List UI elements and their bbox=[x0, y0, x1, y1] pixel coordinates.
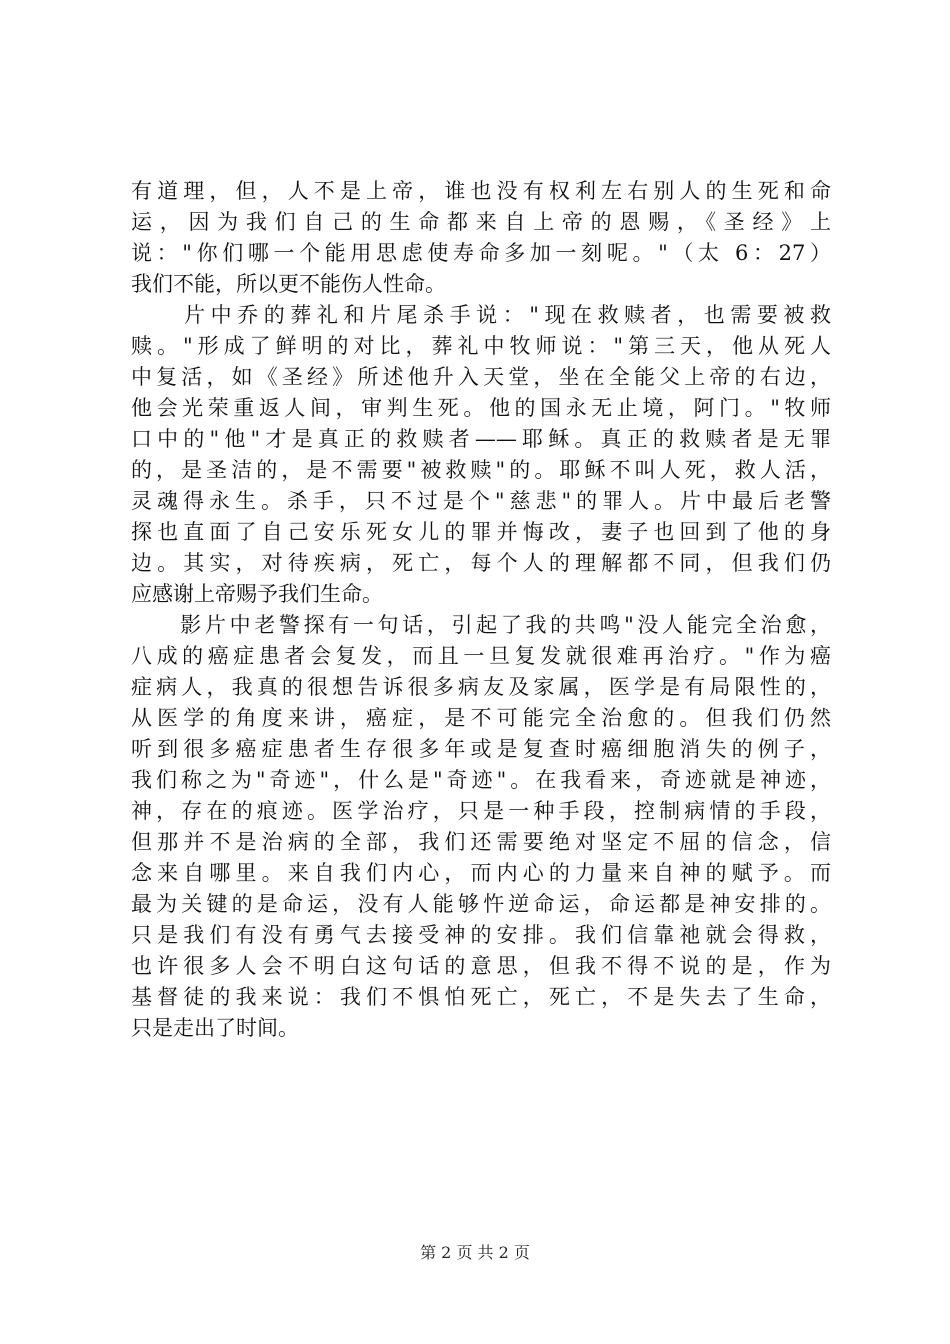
text-line: 只是我们有没有勇气去接受神的安排。我们信靠祂就会得救， bbox=[131, 923, 831, 947]
text-line: 神，存在的痕迹。医学治疗，只是一种手段，控制病情的手段， bbox=[131, 799, 831, 823]
text-line: 听到很多癌症患者生存很多年或是复查时癌细胞消失的例子， bbox=[131, 737, 831, 761]
text-line: 的，是圣洁的，是不需要"被救赎"的。耶稣不叫人死，救人活， bbox=[131, 458, 831, 482]
text-line: 说："你们哪一个能用思虑使寿命多加一刻呢。"（太 6：27） bbox=[131, 241, 831, 265]
text-line: 我们不能，所以更不能伤人性命。 bbox=[131, 272, 446, 296]
text-line: 只是走出了时间。 bbox=[131, 1016, 299, 1040]
text-line: 中复活，如《圣经》所述他升入天堂，坐在全能父上帝的右边， bbox=[131, 365, 831, 389]
text-line: 灵魂得永生。杀手，只不过是个"慈悲"的罪人。片中最后老警 bbox=[131, 489, 831, 513]
text-line: 念来自哪里。来自我们内心，而内心的力量来自神的赋予。而 bbox=[131, 861, 831, 885]
text-line: 我们称之为"奇迹"，什么是"奇迹"。在我看来，奇迹就是神迹， bbox=[131, 768, 831, 792]
text-line: 基督徒的我来说：我们不惧怕死亡，死亡，不是失去了生命， bbox=[131, 985, 831, 1009]
text-line: 运，因为我们自己的生命都来自上帝的恩赐，《圣经》上 bbox=[131, 210, 831, 234]
text-line: 也许很多人会不明白这句话的意思，但我不得不说的是，作为 bbox=[131, 954, 831, 978]
text-line: 片中乔的葬礼和片尾杀手说："现在救赎者，也需要被救 bbox=[131, 303, 831, 327]
text-line: 他会光荣重返人间，审判生死。他的国永无止境，阿门。"牧师 bbox=[131, 396, 831, 420]
text-line: 有道理，但，人不是上帝，谁也没有权利左右别人的生死和命 bbox=[131, 179, 831, 203]
text-line: 口中的"他"才是真正的救赎者——耶稣。真正的救赎者是无罪 bbox=[131, 427, 831, 451]
page-footer: 第 2 页 共 2 页 bbox=[420, 1243, 530, 1262]
text-line: 最为关键的是命运，没有人能够忤逆命运，命运都是神安排的。 bbox=[131, 892, 831, 916]
text-line: 从医学的角度来讲，癌症，是不可能完全治愈的。但我们仍然 bbox=[131, 706, 831, 730]
body-text bbox=[131, 176, 831, 1044]
text-line: 赎。"形成了鲜明的对比，葬礼中牧师说："第三天，他从死人 bbox=[131, 334, 831, 358]
text-line: 症病人，我真的很想告诉很多病友及家属，医学是有局限性的， bbox=[131, 675, 831, 699]
text-line: 边。其实，对待疾病，死亡，每个人的理解都不同，但我们仍 bbox=[131, 551, 831, 575]
text-line: 影片中老警探有一句话，引起了我的共鸣"没人能完全治愈， bbox=[131, 613, 831, 637]
text-line: 应感谢上帝赐予我们生命。 bbox=[131, 582, 383, 606]
text-line: 探也直面了自己安乐死女儿的罪并悔改，妻子也回到了他的身 bbox=[131, 520, 831, 544]
text-line: 八成的癌症患者会复发，而且一旦复发就很难再治疗。"作为癌 bbox=[131, 644, 831, 668]
text-line: 但那并不是治病的全部，我们还需要绝对坚定不屈的信念，信 bbox=[131, 830, 831, 854]
